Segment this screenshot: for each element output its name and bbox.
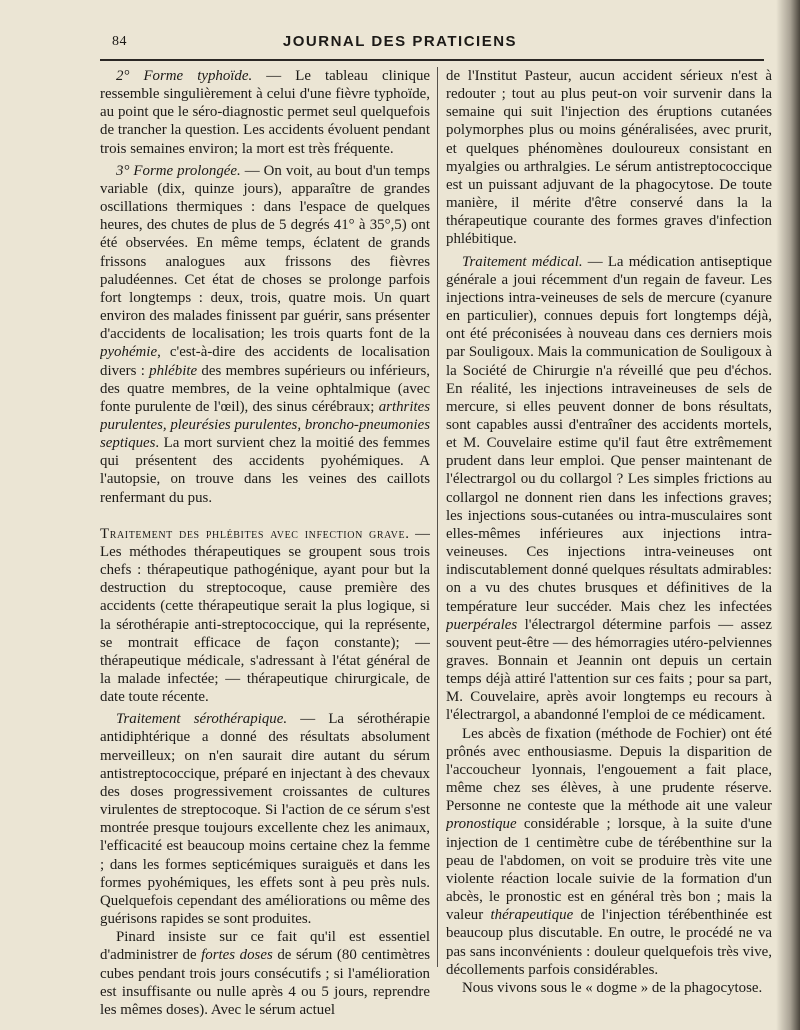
- label-traitement-medical: Traitement médical.: [462, 253, 583, 270]
- paragraph-institut-pasteur: de l'Institut Pasteur, aucun accident sérieux n'est à redouter ; tout au plus peut-on voir survenir dans la semaine qui suit l'injection des éruptions cutanées polymorphes plus ou moins généralisées, avec prurit, et quelques phénomènes douloureux consistant en myalgies ou arthralgies. Le sérum antistreptococcique est un puissant adjuvant de la phagocytose. De toute manière, il mérite d'être conservé dans la la thérapeutique courante des formes graves d'infection phlébitique.: [446, 68, 772, 248]
- text-traitement-medical-b: l'électrargol détermine parfois — assez souvent peut-être — des hémorragies utéro-pelviennes graves. Bonnain et Jeannin ont depuis un certain temps déjà attiré l'attention sur ces faits ; pour sa part, M. Couvelaire, après avoir longtemps eu recours à l'électrargol, a abandonné l'emploi de ce médicament.: [446, 616, 772, 724]
- binding-shadow: [776, 0, 800, 1030]
- paragraph-serotherapique: [100, 710, 430, 928]
- column-divider: [437, 67, 438, 967]
- term-pronostique: pronostique: [446, 816, 517, 833]
- left-column: [100, 67, 430, 1025]
- label-serotherapique: Traitement sérothérapique.: [116, 711, 288, 728]
- text-pinard-b: de sérum (80 centimètres cubes pendant trois jours consécutifs ; si l'amélioration est insuffisante ou nulle après 4 ou 5 jours, reprendre les mêmes doses). Avec le sérum actuel: [100, 947, 430, 1018]
- term-fortes-doses: fortes doses: [201, 947, 273, 964]
- section-heading-traitement: Traitement des phlébites avec infection grave.: [100, 525, 410, 542]
- term-therapeutique: thérapeutique: [490, 907, 574, 924]
- header-rule: [100, 59, 764, 61]
- paragraph-traitement-phlebites: [100, 525, 430, 707]
- text-abces-c: de l'injection térébenthinée est beaucoup plus discutable. En outre, le procédé ne va pas sans inconvénients : douleur quelquefois très vive, décollements parfois considérables.: [446, 907, 772, 978]
- term-puerperales: puerpérales: [446, 616, 518, 633]
- text-serotherapique: — La sérothérapie antidiphtérique a donné des résultats absolument merveilleux; on n'en saurait dire autant du sérum antistreptococcique, préparé en injectant à des chevaux des doses progressivement croissantes de cultures virulentes de streptocoque. Si l'action de ce sérum s'est montrée presque toujours excellente chez les animaux, l'efficacité est beaucoup moins certaine chez la femme ; dans les formes septicémiques suraiguës et dans les formes pyohémiques, les effets sont à peu près nuls. Quelquefois cependant des améliorations ou même des guérisons rapides se sont produites.: [100, 711, 430, 928]
- paragraph-forme-prolongee: [100, 162, 430, 507]
- label-forme-typhoide: 2° Forme typhoïde.: [116, 68, 253, 84]
- text-pinard-a: Pinard insiste sur ce fait qu'il est essentiel d'administrer de: [100, 929, 430, 964]
- right-column: [446, 67, 772, 1025]
- text-abces-a: Les abcès de fixation (méthode de Fochier) ont été prônés avec enthousiasme. Depuis la disparition de l'accoucheur lyonnais, l'engouement a fait place, même chez ses élèves, à une prudente réserve. Personne ne conteste que la méthode ait une valeur: [446, 725, 772, 815]
- text-forme-typhoide: — Le tableau clinique ressemble singulièrement à celui d'une fièvre typhoïde, au point que le séro-diagnostic permet seul quelquefois de trancher la question. Les accidents évoluent pendant trois semaines environ; la mort est très fréquente.: [100, 68, 430, 157]
- term-phlebite: phlébite: [149, 362, 198, 379]
- paragraph-forme-typhoide: [100, 67, 430, 158]
- paragraph-abces-fixation: [446, 725, 772, 979]
- paragraph-traitement-medical: [446, 253, 772, 725]
- text-traitement-phlebites: — Les méthodes thérapeutiques se groupent sous trois chefs : thérapeutique pathogénique, ayant pour but la destruction du streptocoque, cause première des accidents (cette thérapeutique serait la plus logique, si la sérothérapie anti-streptococcique, qui la représente, se montrait efficace de façon constante); — thérapeutique médicale, s'adressant à l'état général de la malade infectée; — thérapeutique chirurgicale, de date toute récente.: [100, 525, 430, 706]
- running-head: JOURNAL DES PRATICIENS: [282, 33, 518, 50]
- paragraph-phagocytose: Nous vivons sous le « dogme » de la phagocytose.: [462, 979, 763, 996]
- term-arthrites: arthrites purulentes, pleurésies purulentes, broncho-pneumonies septiques: [100, 398, 430, 452]
- text-forme-prolongee-a: — On voit, au bout d'un temps variable (dix, quinze jours), apparaître de grandes oscillations thermiques : dans l'espace de quelques heures, des chutes de plus de 5 degrés 41° à 35°,5) ont été observées. En même temps, éclatent de grands frissons analogues aux frissons des fièvres paludéennes. Cet état de choses se prolonge parfois fort longtemps : deux, trois, quatre mois. Un quart environ des malades finissent par guérir, sans présenter d'accidents de localisation; les trois quarts font de la: [100, 162, 430, 343]
- text-abces-b: considérable ; lorsque, à la suite d'une injection de 1 centimètre cube de térébenthine sur la peau de l'abdomen, on voit se produire très vite une violente réaction locale suivie de la formation d'un abcès, le pronostic est en général très bon ; mais la valeur: [446, 816, 772, 924]
- term-pyohemie: pyohémie: [100, 344, 158, 361]
- text-forme-prolongee-d: . La mort survient chez la moitié des femmes qui présentent des accidents pyohémiques. A l'autopsie, on trouve dans les veines des caillots renfermant du pus.: [100, 435, 430, 506]
- text-traitement-medical-a: — La médication antiseptique générale a joui récemment d'un regain de faveur. Les injections intra-veineuses de sels de mercure (cyanure en particulier), connues depuis fort longtemps déjà, ont été préconisées à nouveau dans ces derniers mois par Souligoux. Mais la communication de Souligoux à la Société de Chirurgie n'a réveillé que peu d'échos. En réalité, les injections intraveineuses de sels de mercure, si elles peuvent donner de bons résultats, sont capables aussi d'entraîner des accidents mortels, et M. Couvelaire estime qu'il faut être extrêmement prudent dans leur emploi. Que penser maintenant de l'électrargol ou du collargol ? Les simples frictions au collargol ne donnent rien dans les infections graves; les injections sous-cutanées ou intra-musculaires sont elles-mêmes inférieures aux injections intra-veineuses. Ces injections intra-veineuses ont indiscutablement donné quelques résultats admirables: on a vu des chutes brusques et définitives de la température leur succéder. Mais chez les infectées: [446, 253, 772, 615]
- page-number: 84: [112, 34, 127, 49]
- paragraph-pinard: [100, 928, 430, 1019]
- text-forme-prolongee-b: , c'est-à-dire des accidents de localisation divers :: [100, 344, 430, 379]
- text-forme-prolongee-c: des membres supérieurs ou inférieurs, des quatre membres, de la veine ophtalmique (avec fonte purulente de l'œil), des sinus cérébraux;: [100, 362, 430, 415]
- label-forme-prolongee: 3° Forme prolongée.: [116, 162, 241, 179]
